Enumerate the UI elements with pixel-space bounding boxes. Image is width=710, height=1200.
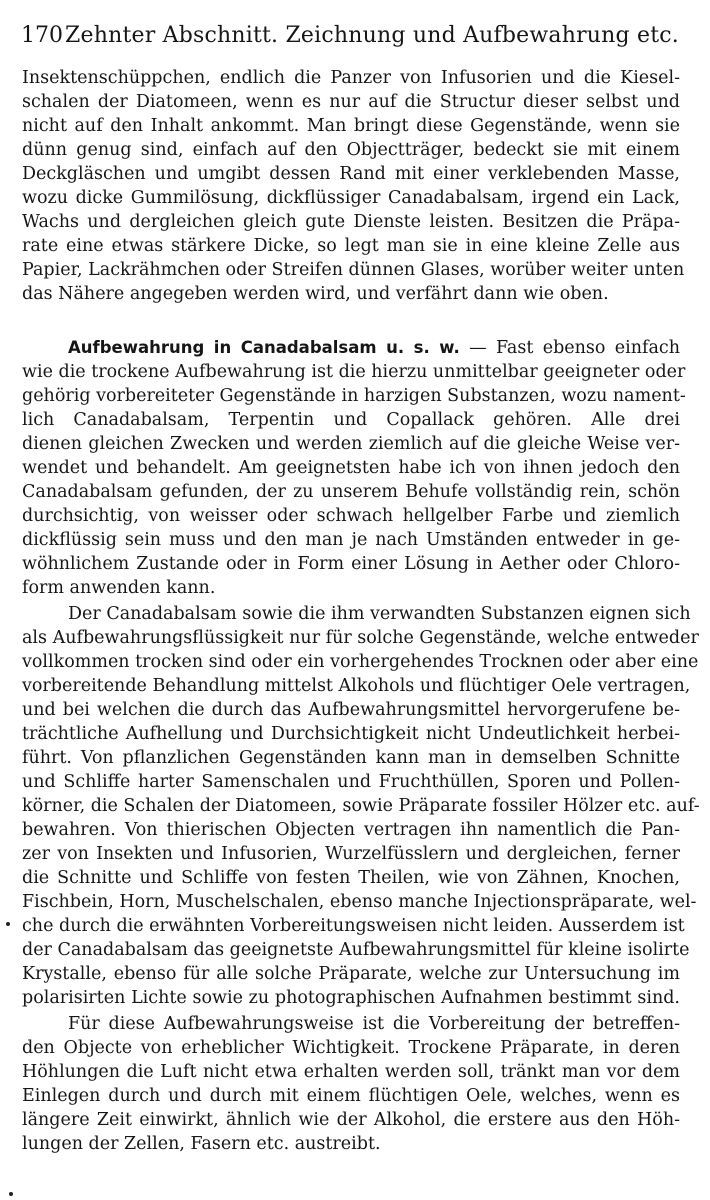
text-line: dünn genug sind, einfach auf den Objectträger, bedeckt sie mit einem: [22, 140, 680, 160]
text-line: zer von Insekten und Infusorien, Wurzelfüsslern und dergleichen, ferner: [22, 844, 680, 864]
text-line: Krystalle, ebenso für alle solche Präparate, welche zur Untersuchung im: [22, 964, 680, 984]
text-line: Für diese Aufbewahrungsweise ist die Vorbereitung der betreffen-: [68, 1014, 680, 1034]
text-line: Insektenschüppchen, endlich die Panzer von Infusorien und die Kiesel-: [22, 68, 680, 88]
text-line: längere Zeit einwirkt, ähnlich wie der Alkohol, die erstere aus den Höh-: [22, 1110, 680, 1130]
text-line: Fischbein, Horn, Muschelschalen, ebenso manche Injectionspräparate, wel-: [22, 892, 697, 912]
text-line: lungen der Zellen, Fasern etc. austreibt.: [22, 1134, 381, 1154]
text-line: Deckgläschen und umgibt dessen Rand mit einer verklebenden Masse,: [22, 164, 680, 184]
text-line: das Nähere angegeben werden wird, und verfährt dann wie oben.: [22, 284, 609, 304]
section-heading-line: [68, 336, 680, 360]
text-line: der Canadabalsam das geeignetste Aufbewahrungsmittel für kleine isolirte: [22, 940, 690, 960]
text-line: wozu dicke Gummilösung, dickflüssiger Canadabalsam, irgend ein Lack,: [22, 188, 680, 208]
text-line: dickflüssig sein muss und den man je nach Umständen entweder in ge-: [22, 530, 680, 550]
text-line: durchsichtig, von weisser oder schwach hellgelber Farbe und ziemlich: [22, 506, 680, 526]
text-line: vorbereitende Behandlung mittelst Alkohols und flüchtiger Oele vertragen,: [22, 676, 691, 696]
text-line: Einlegen durch und durch mit einem flüchtigen Oele, welches, wenn es: [22, 1086, 680, 1106]
text-line: nicht auf den Inhalt ankommt. Man bringt diese Gegenstände, wenn sie: [22, 116, 680, 136]
text-line: und Schliffe harter Samenschalen und Fruchthüllen, Sporen und Pollen-: [22, 772, 680, 792]
text-line: wendet und behandelt. Am geeignetsten habe ich von ihnen jedoch den: [22, 458, 680, 478]
section-heading: Aufbewahrung in Canadabalsam u. s. w.: [68, 338, 460, 357]
text-line: Der Canadabalsam sowie die ihm verwandten Substanzen eignen sich: [68, 604, 691, 624]
text-line: bewahren. Von thierischen Objecten vertragen ihn namentlich die Pan-: [22, 820, 680, 840]
running-head: Zehnter Abschnitt. Zeichnung und Aufbewahrung etc.: [65, 23, 679, 48]
text-line: gehörig vorbereiteter Gegenstände in harzigen Substanzen, wozu nament-: [22, 386, 686, 406]
text-line: lich Canadabalsam, Terpentin und Copallack gehören. Alle drei: [22, 410, 680, 430]
text-line: rate eine etwas stärkere Dicke, so legt man sie in eine kleine Zelle aus: [22, 236, 680, 256]
text-line: Papier, Lackrähmchen oder Streifen dünnen Glases, worüber weiter unten: [22, 260, 685, 280]
text-line: che durch die erwähnten Vorbereitungsweisen nicht leiden. Ausserdem ist: [22, 916, 685, 936]
margin-speck: [9, 1192, 13, 1196]
text-line: Wachs und dergleichen gleich gute Dienste leisten. Besitzen die Präpa-: [22, 212, 680, 232]
text-line: und bei welchen die durch das Aufbewahrungsmittel hervorgerufene be-: [22, 700, 680, 720]
text-line: trächtliche Aufhellung und Durchsichtigkeit nicht Undeutlichkeit herbei-: [22, 724, 680, 744]
text-line: als Aufbewahrungsflüssigkeit nur für solche Gegenstände, welche entweder: [22, 628, 699, 648]
margin-speck: [6, 922, 10, 926]
text-line: schalen der Diatomeen, wenn es nur auf die Structur dieser selbst und: [22, 92, 680, 112]
text-line: wie die trockene Aufbewahrung ist die hierzu unmittelbar geeigneter oder: [22, 362, 686, 382]
text-line: Höhlungen die Luft nicht etwa erhalten werden soll, tränkt man vor dem: [22, 1062, 680, 1082]
section-heading-rest: — Fast ebenso einfach: [459, 338, 680, 358]
text-line: vollkommen trocken sind oder ein vorhergehendes Trocknen oder aber eine: [22, 652, 699, 672]
page-header: [21, 18, 679, 54]
text-line: den Objecte von erheblicher Wichtigkeit. Trockene Präparate, in deren: [22, 1038, 680, 1058]
text-line: polarisirten Lichte sowie zu photographischen Aufnahmen bestimmt sind.: [22, 988, 680, 1008]
page-number: 170: [21, 23, 63, 48]
text-line: form anwenden kann.: [22, 578, 216, 598]
text-line: körner, die Schalen der Diatomeen, sowie Präparate fossiler Hölzer etc. auf-: [22, 796, 700, 816]
text-line: dienen gleichen Zwecken und werden ziemlich auf die gleiche Weise ver-: [22, 434, 680, 454]
text-line: Canadabalsam gefunden, der zu unserem Behufe vollständig rein, schön: [22, 482, 680, 502]
text-line: führt. Von pflanzlichen Gegenständen kann man in demselben Schnitte: [22, 748, 680, 768]
text-line: die Schnitte und Schliffe von festen Theilen, wie von Zähnen, Knochen,: [22, 868, 680, 888]
text-line: wöhnlichem Zustande oder in Form einer Lösung in Aether oder Chloro-: [22, 554, 680, 574]
